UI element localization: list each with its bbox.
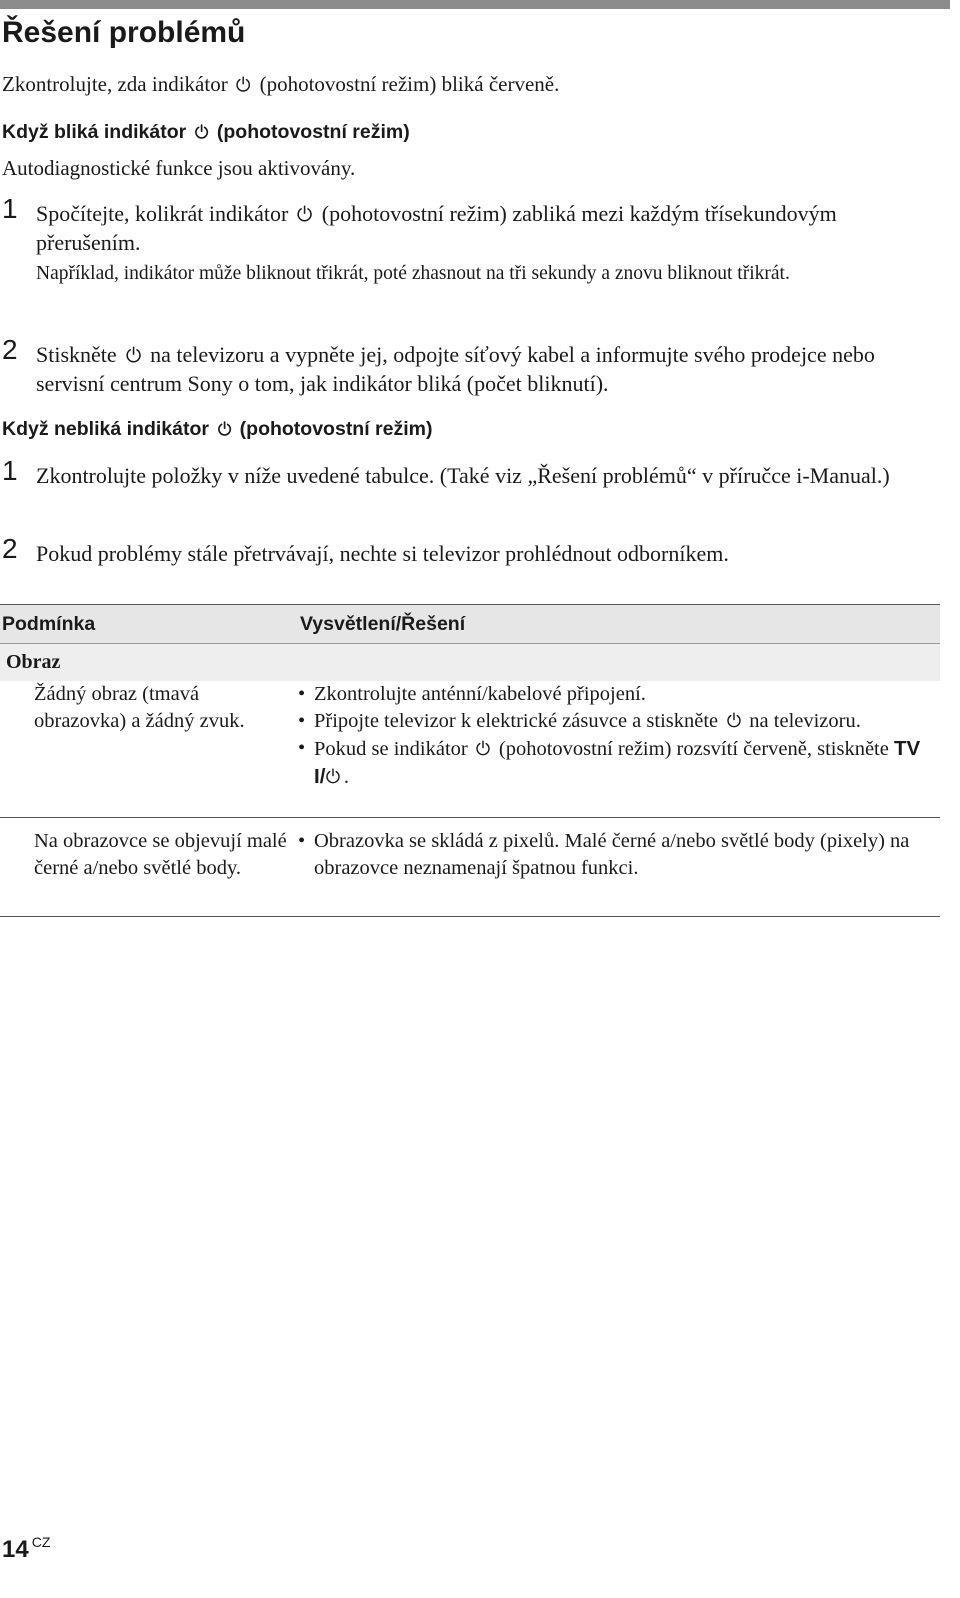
list-item: • Obrazovka se skládá z pixelů. Malé černé a/nebo světlé body (pixely) na obrazovce neznamenají špatnou funkci. — [296, 828, 936, 882]
not-blinking-heading: Když nebliká indikátor (pohotovostní režim) — [2, 418, 433, 440]
power-icon — [726, 712, 742, 728]
blinking-step-2: Stiskněte na televizoru a vypněte jej, odpojte síťový kabel a informujte svého prodejce nebo servisní centrum Sony o tom, jak indikátor bliká (počet bliknutí). — [36, 342, 875, 396]
not-blinking-step-2: Pokud problémy stále přetrvávají, nechte si televizor prohlédnout odborníkem. — [36, 541, 729, 566]
step-number: 2 — [2, 334, 18, 365]
row-condition: Na obrazovce se objevují malé černé a/nebo světlé body. — [34, 830, 287, 879]
power-icon — [194, 124, 209, 139]
row-condition: Žádný obraz (tmavá obrazovka) a žádný zvuk. — [34, 683, 245, 732]
step-number: 2 — [2, 533, 18, 564]
not-blinking-step-1: Zkontrolujte položky v níže uvedené tabulce. (Také viz „Řešení problémů“ v příručce i-Manual.) — [36, 463, 890, 488]
power-icon — [217, 421, 232, 436]
page-number: 14 — [2, 1536, 29, 1563]
power-icon — [296, 205, 313, 222]
blinking-heading: Když bliká indikátor (pohotovostní režim) — [2, 121, 410, 143]
solution-list — [296, 828, 936, 882]
language-code: CZ — [31, 1534, 51, 1550]
column-header-solution: Vysvětlení/Řešení — [300, 613, 466, 635]
troubleshooting-table — [0, 604, 940, 917]
table-section-picture: Obraz — [0, 643, 940, 681]
power-icon — [235, 76, 251, 92]
blinking-step-1: Spočítejte, kolikrát indikátor (pohotovostní režim) zabliká mezi každým třísekundovým přerušením. Například, indikátor může bliknout třikrát, poté zhasnout na tři sekundy a znovu bliknout třikrát. — [36, 199, 941, 288]
table-header — [0, 604, 940, 643]
column-header-condition: Podmínka — [2, 613, 96, 635]
table-bottom-rule — [0, 916, 940, 917]
top-rule — [0, 0, 950, 9]
intro-text: Zkontrolujte, zda indikátor (pohotovostní režim) bliká červeně. — [2, 72, 560, 96]
table-row — [0, 681, 940, 817]
page-footer — [2, 1534, 50, 1564]
list-item: • Připojte televizor k elektrické zásuvce a stiskněte na televizoru. — [296, 708, 936, 735]
blinking-description: Autodiagnostické funkce jsou aktivovány. — [2, 156, 356, 180]
step-number: 1 — [2, 193, 18, 224]
list-item: • Pokud se indikátor (pohotovostní režim) rozsvítí červeně, stiskněte TV I/ . — [296, 735, 936, 791]
power-icon — [325, 768, 341, 784]
tv-power-key-label: TV I/ — [314, 737, 921, 788]
power-icon — [475, 740, 491, 756]
page-title: Řešení problémů — [2, 16, 246, 49]
step-number: 1 — [2, 455, 18, 486]
blinking-step-1-note: Například, indikátor může bliknout třikrát, poté zhasnout na tři sekundy a znovu bliknout třikrát. — [36, 263, 790, 284]
power-icon — [125, 346, 142, 363]
list-item: • Zkontrolujte anténní/kabelové připojení. — [296, 681, 936, 708]
solution-list — [296, 681, 936, 791]
table-row — [0, 817, 940, 916]
